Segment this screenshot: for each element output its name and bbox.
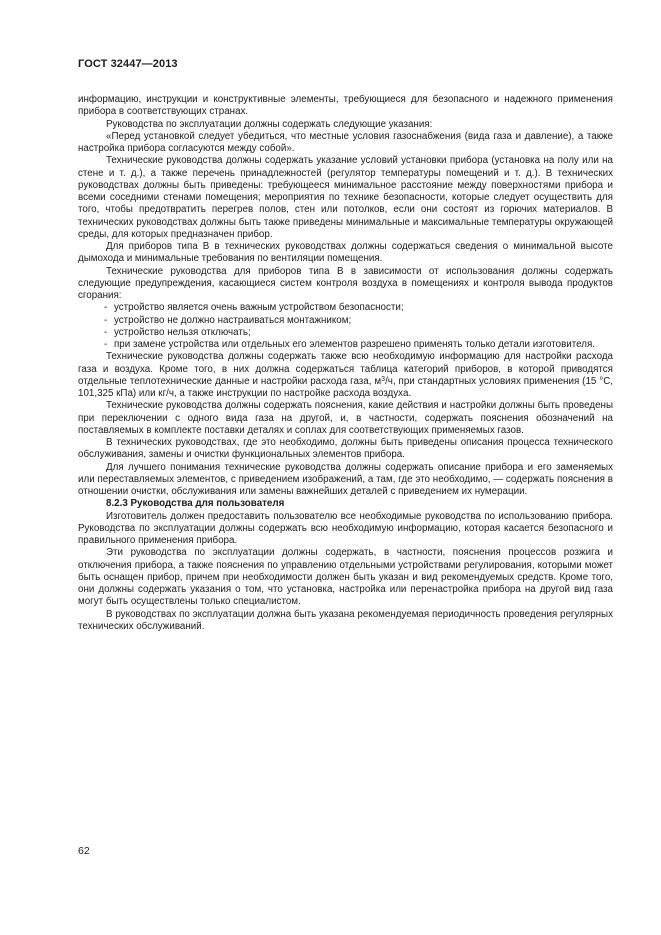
paragraph: Технические руководства для приборов типа В в зависимости от использования должны содержать следующие предупреждения, касающиеся систем контроля воздуха в помещениях и контроля вывода продуктов сгорания: [78, 265, 613, 301]
paragraph-continuation: информацию, инструкции и конструктивные элементы, требующиеся для безопасного и надежного применения прибора в соответствующих странах. [78, 94, 613, 118]
paragraph-gas-settings [78, 351, 613, 400]
list-item-text: устройство не должно настраиваться монтажником; [114, 314, 352, 326]
paragraph: Технические руководства должны содержать пояснения, какие действия и настройки должны быть проведены при переключении с одного вида газа на другой, и, в частности, содержать пояснения обозначений на поставляемых в комплекте поставки деталях и соплах для соответствующих применяемых газов. [78, 400, 613, 436]
list-dash: - [104, 302, 108, 314]
paragraph: Руководства по эксплуатации должны содержать следующие указания: [106, 118, 433, 130]
list-item [78, 315, 613, 327]
paragraph: Для приборов типа В в технических руководствах должны содержаться сведения о минимальной высоте дымохода и минимальные требования по вентиляции помещения. [78, 241, 613, 265]
paragraph: Эти руководства по эксплуатации должны содержать, в частности, пояснения процессов розжига и отключения прибора, а также пояснения по управлению отдельными устройствами регулирования, которыми может быть оснащен прибор, причем при необходимости должен быть указан и вид рекомендуемых средств. Кроме того, они должны содержать указания о том, что установка, настройка или перенастройка прибора на другой вид газа могут быть осуществлены только специалистом. [78, 547, 613, 608]
list-item-text: устройство является очень важным устройством безопасности; [114, 302, 404, 314]
paragraph: Для лучшего понимания технические руководства должны содержать описание прибора и его заменяемых или переставляемых элементов, с приведением изображений, а там, где это необходимо, — содержать пояснения в отношении очистки, обслуживания или замены важнейших деталей с приведением их нумерации. [78, 461, 613, 497]
list-dash: - [104, 314, 108, 326]
list-dash: - [104, 326, 108, 338]
list-dash: - [104, 339, 108, 350]
document-header: ГОСТ 32447—2013 [78, 58, 178, 70]
list-item-text: при замене устройства или отдельных его элементов разрешено применять только детали изготовителя. [114, 339, 596, 350]
paragraph-quote: «Перед установкой следует убедиться, что местные условия газоснабжения (вида газа и давление), а также настройка прибора согласуются между собой». [78, 130, 613, 154]
paragraph: В руководствах по эксплуатации должна быть указана рекомендуемая периодичность проведения регулярных технических обслуживаний. [78, 608, 613, 632]
paragraph-gas-text-a: Технические руководства должны содержать также всю необходимую информацию для настройки расхода газа и воздуха. Кроме того, в них должна содержаться таблица категорий приборов, в которой приводятся отдельные теплотехнические данные и настройки расхода газа, м [78, 351, 613, 387]
paragraph: Технические руководства должны содержать указание условий установки прибора (установка на полу или на стене и т. д.), а также перечень принадлежностей (регулятор температуры помещений и т. д.). В технических руководствах должны быть приведены: требующееся минимальное расстояние между поверхностями прибора и всеми соседними стенами помещения; мероприятия по технике безопасности, которые следует осуществить для того, чтобы предотвратить перегрев полов, стен или потолков, если они состоят из горючих материалов. В технических руководствах должны быть также приведены минимальные и максимальные температуры окружающей среды, для которых предназначен прибор. [78, 155, 613, 240]
paragraph: В технических руководствах, где это необходимо, должны быть приведены описания процесса технического обслуживания, замены и очистки функциональных элементов прибора. [78, 437, 613, 461]
superscript: 3 [381, 375, 386, 383]
section-heading: 8.2.3 Руководства для пользователя [106, 498, 285, 510]
list-item-text: устройство нельзя отключать; [114, 326, 251, 338]
page-body [78, 94, 613, 633]
list-item [78, 302, 613, 314]
list-item [78, 327, 613, 339]
list-item [78, 339, 613, 351]
paragraph: Изготовитель должен предоставить пользователю все необходимые руководства по использованию прибора. Руководства по эксплуатации должны содержать всю необходимую информацию, которая касается безопасного и правильного применения прибора. [78, 510, 613, 546]
paragraph-gas-text-b: /ч, при стандартных условиях применения (15 °С, 101,325 кПа) или кг/ч, а также инструкции по настройке расхода воздуха. [78, 375, 613, 399]
page-number: 62 [78, 845, 90, 857]
